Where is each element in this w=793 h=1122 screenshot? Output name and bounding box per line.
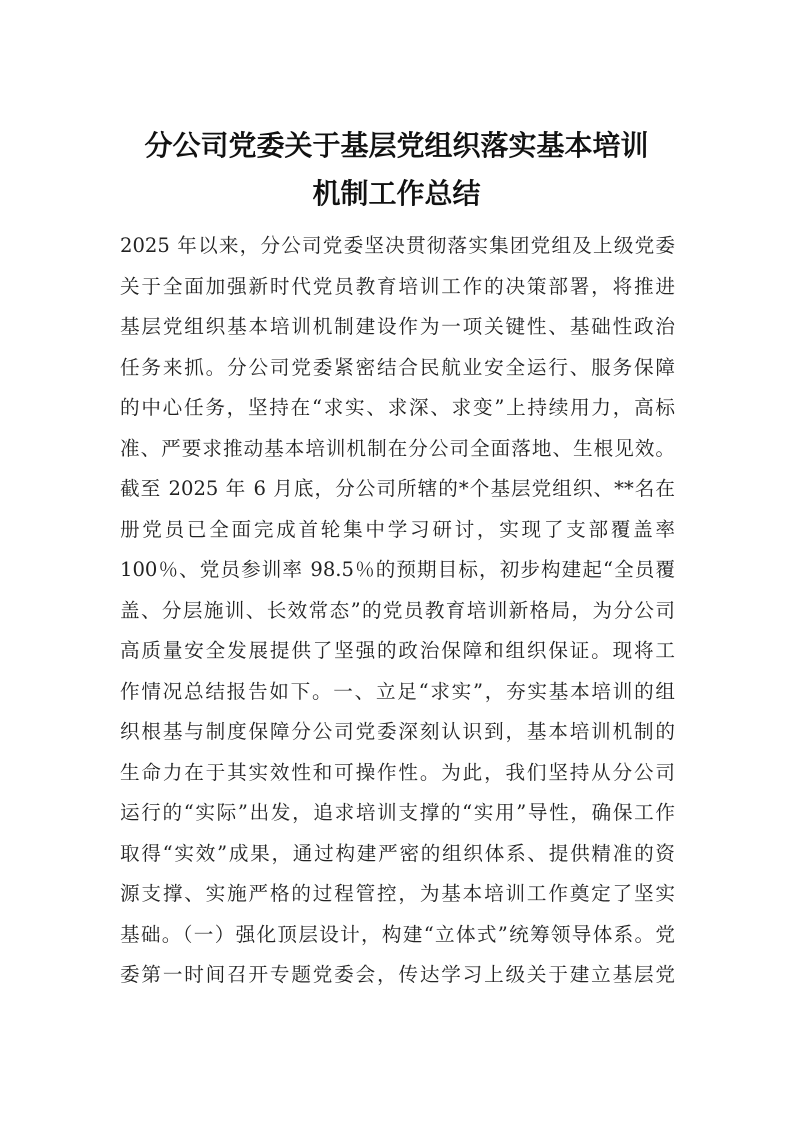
body-line: 任务来抓。分公司党委紧密结合民航业安全运行、服务保障 bbox=[120, 355, 675, 379]
body-line: 取得“实效”成果，通过构建严密的组织体系、提供精准的资 bbox=[120, 841, 675, 865]
document-title-line-1: 分公司党委关于基层党组织落实基本培训 bbox=[144, 129, 649, 162]
body-line: 高质量安全发展提供了坚强的政治保障和组织保证。现将工 bbox=[120, 639, 675, 662]
body-line: 截至 2025 年 6 月底，分公司所辖的*个基层党组织、**名在 bbox=[120, 477, 675, 500]
body-line: 作情况总结报告如下。一、立足“求实”，夯实基本培训的组 bbox=[120, 679, 675, 703]
document-body bbox=[120, 226, 675, 996]
body-line: 运行的“实际”出发，追求培训支撑的“实用”导性，确保工作 bbox=[120, 801, 675, 824]
body-line: 生命力在于其实效性和可操作性。为此，我们坚持从分公司 bbox=[120, 760, 675, 784]
body-line: 2025 年以来，分公司党委坚决贯彻落实集团党组及上级党委 bbox=[120, 234, 675, 257]
body-line: 织根基与制度保障分公司党委深刻认识到，基本培训机制的 bbox=[120, 720, 675, 743]
body-line: 关于全面加强新时代党员教育培训工作的决策部署，将推进 bbox=[120, 274, 675, 298]
body-line: 100％、党员参训率 98.5％的预期目标，初步构建起“全员覆 bbox=[120, 558, 675, 581]
body-line: 的中心任务，坚持在“求实、求深、求变”上持续用力，高标 bbox=[120, 396, 675, 419]
body-line: 册党员已全面完成首轮集中学习研讨，实现了支部覆盖率 bbox=[120, 517, 675, 541]
body-line: 盖、分层施训、长效常态”的党员教育培训新格局，为分公司 bbox=[120, 598, 675, 622]
body-line: 基层党组织基本培训机制建设作为一项关键性、基础性政治 bbox=[120, 315, 675, 338]
body-line: 源支撑、实施严格的过程管控，为基本培训工作奠定了坚实 bbox=[120, 882, 675, 905]
body-line: 委第一时间召开专题党委会，传达学习上级关于建立基层党 bbox=[120, 963, 675, 986]
document-title-line-2: 机制工作总结 bbox=[312, 177, 481, 210]
body-line: 基础。（一）强化顶层设计，构建“立体式”统筹领导体系。党 bbox=[120, 922, 675, 946]
body-line: 准、严要求推动基本培训机制在分公司全面落地、生根见效。 bbox=[120, 436, 675, 460]
